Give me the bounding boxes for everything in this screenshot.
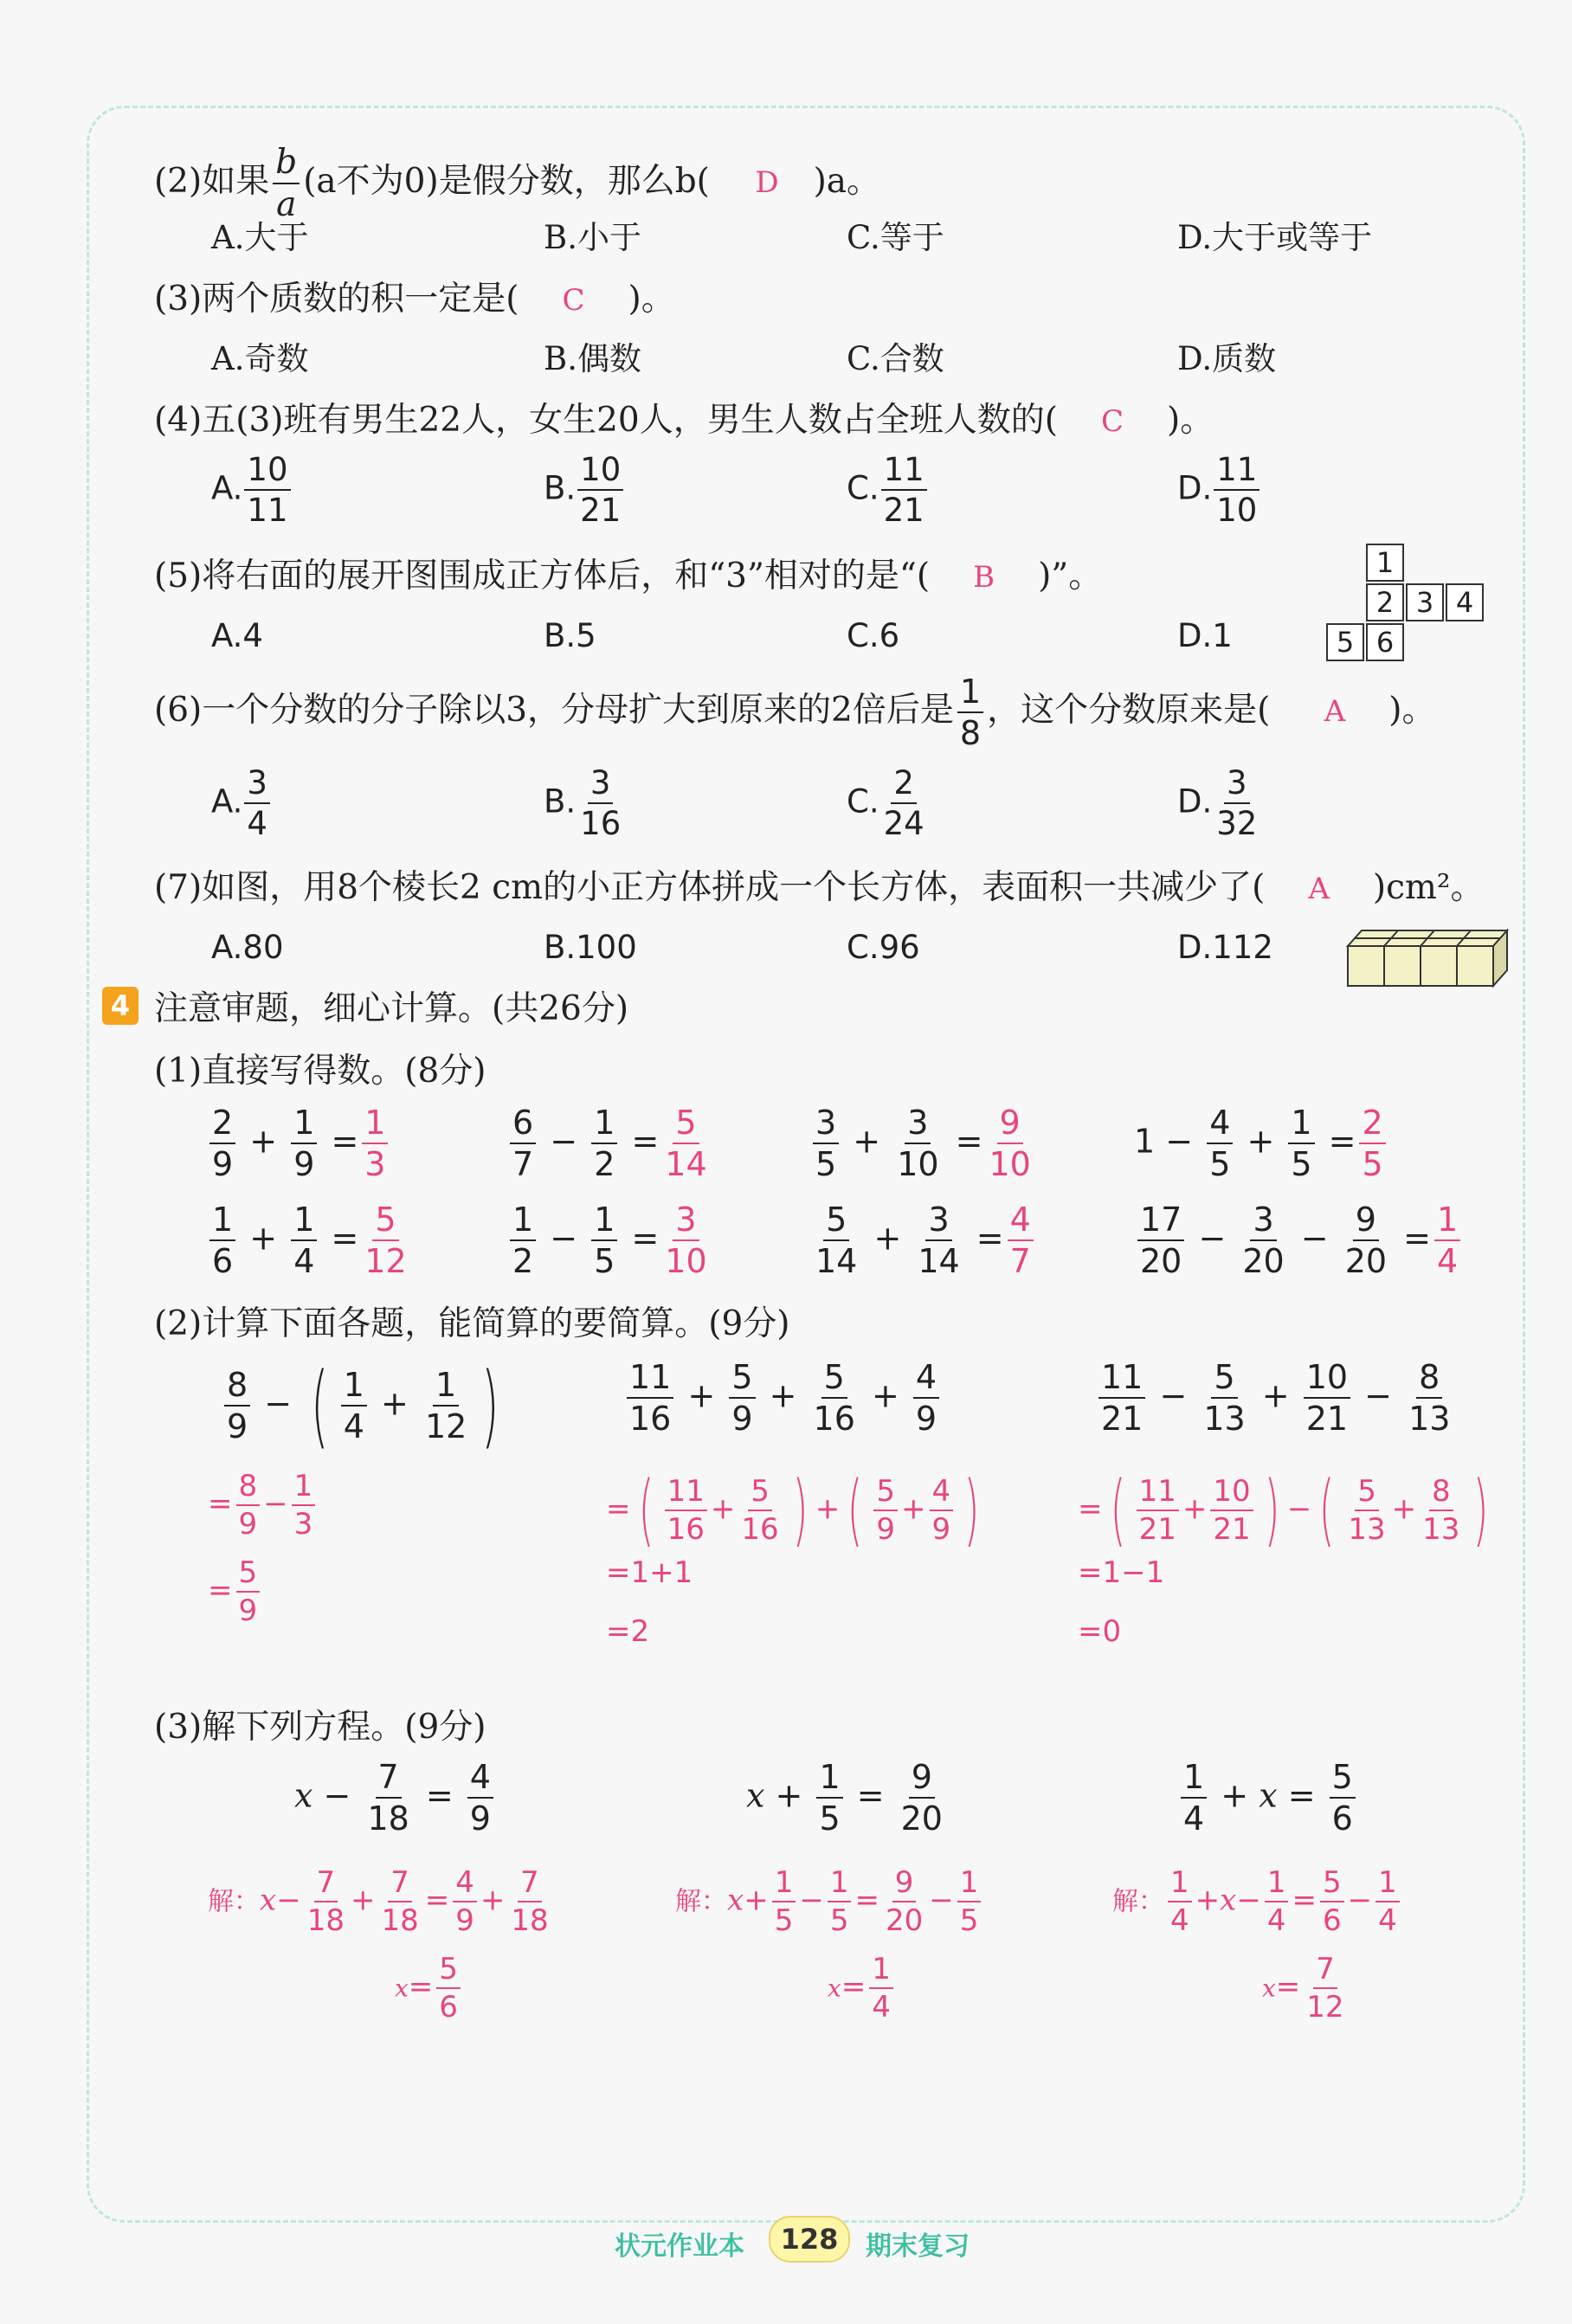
equation-3: $\frac{1}{4}$ + x = $\frac{5}{6}$ [1177,1761,1359,1835]
work-1-step-2: = $\frac{5}{9}$ [208,1558,263,1626]
part-1-title: (1)直接写得数。(8分) [154,1052,486,1091]
option-b: B.偶数 [544,340,641,377]
part-2-title: (2)计算下面各题，能简算的要简算。(9分) [154,1304,790,1343]
option-d: D.1 [1177,617,1233,654]
work-2-step-3: =2 [606,1614,650,1649]
option-b: B.小于 [544,219,641,256]
net-cell: 4 [1446,583,1484,621]
question-6: (6)一个分数的分子除以3，分母扩大到原来的2倍后是 $\frac{1}{8}$ ，这个分数原来是( A )。 [154,673,1436,752]
option-a: A. $\frac{10}{11}$ [211,454,294,526]
option-a: A.80 [211,929,284,966]
option-d: D. $\frac{11}{10}$ [1177,454,1263,526]
question-7: (7)如图，用8个棱长2 cm的小正方体拼成一个长方体，表面积一共减少了( A )cm²。 [154,868,1485,907]
question-4: (4)五(3)班有男生22人，女生20人，男生人数占全班人数的( C )。 [154,401,1214,440]
mental-arithmetic-item: $\frac{5}{14}$ + $\frac{3}{14}$ = $\frac{4}{7}$ [809,1203,1037,1278]
question-3: (3)两个质数的积一定是( C )。 [154,280,675,319]
option-d: D.大于或等于 [1177,219,1373,256]
option-a: A.奇数 [211,340,309,377]
footer-section-title: 期末复习 [866,2231,970,2262]
mental-arithmetic-item: $\frac{6}{7}$ − $\frac{1}{2}$ = $\frac{5}{14}$ [506,1106,713,1181]
option-a: A. $\frac{3}{4}$ [211,767,274,840]
work-1-step-1: = $\frac{8}{9}$ − $\frac{1}{3}$ [208,1471,319,1539]
option-a: A.大于 [211,219,309,256]
equation-2: x + $\frac{1}{5}$ = $\frac{9}{20}$ [746,1758,943,1838]
work-3-step-1: =( $\frac{11}{21}$ + $\frac{10}{21}$ ) −( $\frac{5}{13}$ + $\frac{8}{13}$ ) [1078,1465,1489,1555]
mental-arithmetic-item: $\frac{17}{20}$ − $\frac{3}{20}$ − $\frac{9}{20}$ = $\frac{1}{4}$ [1134,1203,1464,1278]
option-b: B. $\frac{3}{16}$ [544,764,622,842]
question-5: (5)将右面的展开图围成正方体后，和“3”相对的是“( B )”。 [154,557,1103,595]
option-d: D.质数 [1177,340,1277,377]
work-3-step-3: =0 [1078,1614,1122,1649]
option-b: B.5 [544,617,596,654]
mental-arithmetic-item: $\frac{1}{6}$ + $\frac{1}{4}$ = $\frac{5}{12}$ [206,1203,413,1278]
work-2-step-2: =1+1 [606,1555,693,1590]
expression-2: $\frac{11}{16}$ + $\frac{5}{9}$ + $\frac{5}{16}$ + $\frac{4}{9}$ [623,1361,943,1435]
mental-arithmetic-item: 1 − $\frac{4}{5}$ + $\frac{1}{5}$ = $\frac{2}{5}$ [1134,1106,1389,1181]
option-d: D. $\frac{3}{32}$ [1177,764,1258,842]
mental-arithmetic-item: $\frac{2}{9}$ + $\frac{1}{9}$ = $\frac{1}{3}$ [206,1106,391,1181]
solution-2-step-1: 解：x+ $\frac{1}{5}$ − $\frac{1}{5}$ = $\frac{9}{20}$ − $\frac{1}{5}$ [675,1868,984,1935]
question-2: (2)如果 $\frac{b}{a}$ (a不为0)是假分数，那么b( D )a。 [154,143,881,224]
page-number: 128 [769,2216,850,2263]
solution-3-result: x= $\frac{7}{12}$ [1262,1952,1344,2025]
work-3-step-2: =1−1 [1078,1555,1165,1590]
option-c: C.96 [847,929,920,966]
answer-q3[interactable]: C [562,283,585,318]
solution-3-step-1: 解： $\frac{1}{4}$ +x− $\frac{1}{4}$ = $\frac{5}{6}$ − $\frac{1}{4}$ [1112,1868,1403,1935]
answer-q5[interactable]: B [973,560,995,595]
equation-1: x − $\frac{7}{18}$ = $\frac{4}{9}$ [294,1761,497,1835]
section-title: 注意审题，细心计算。(共26分) [154,989,629,1028]
net-cell: 5 [1326,623,1364,661]
answer-q7[interactable]: A [1308,872,1330,906]
option-c: C. $\frac{11}{21}$ [847,454,931,526]
solution-1-step-1: 解：x− $\frac{7}{18}$ + $\frac{7}{18}$ = $\frac{4}{9}$ + $\frac{7}{18}$ [208,1865,549,1938]
option-c: C.等于 [847,219,944,256]
cuboid-figure [1346,922,1511,991]
answer-q6[interactable]: A [1324,694,1346,729]
solution-2-result: x= $\frac{1}{4}$ [828,1954,897,2022]
section-number-badge: 4 [102,987,139,1025]
part-3-title: (3)解下列方程。(9分) [154,1708,486,1747]
answer-q2[interactable]: D [755,165,779,200]
option-b: B.100 [544,929,637,966]
footer-book-title: 状元作业本 [615,2231,744,2262]
option-c: C. $\frac{2}{24}$ [847,764,925,842]
expression-3: $\frac{11}{21}$ − $\frac{5}{13}$ + $\frac{10}{21}$ − $\frac{8}{13}$ [1095,1361,1456,1435]
mental-arithmetic-item: $\frac{1}{2}$ − $\frac{1}{5}$ = $\frac{3}{10}$ [506,1203,713,1278]
option-d: D.112 [1177,929,1273,966]
net-cell: 3 [1406,583,1444,621]
option-a: A.4 [211,617,263,654]
expression-1: $\frac{8}{9}$ − ( $\frac{1}{4}$ + $\frac{1}{12}$ ) [221,1361,508,1451]
net-cell: 1 [1366,544,1404,582]
option-b: B. $\frac{10}{21}$ [544,454,627,526]
option-c: C.合数 [847,340,944,377]
answer-q4[interactable]: C [1100,404,1124,439]
option-c: C.6 [847,617,900,654]
work-2-step-1: =( $\frac{11}{16}$ + $\frac{5}{16}$ ) +( $\frac{5}{9}$ + $\frac{4}{9}$ ) [606,1465,980,1555]
mental-arithmetic-item: $\frac{3}{5}$ + $\frac{3}{10}$ = $\frac{9}{10}$ [809,1106,1037,1181]
solution-1-result: x= $\frac{5}{6}$ [395,1954,464,2022]
net-cell: 2 [1366,583,1404,621]
net-cell: 6 [1366,623,1404,661]
